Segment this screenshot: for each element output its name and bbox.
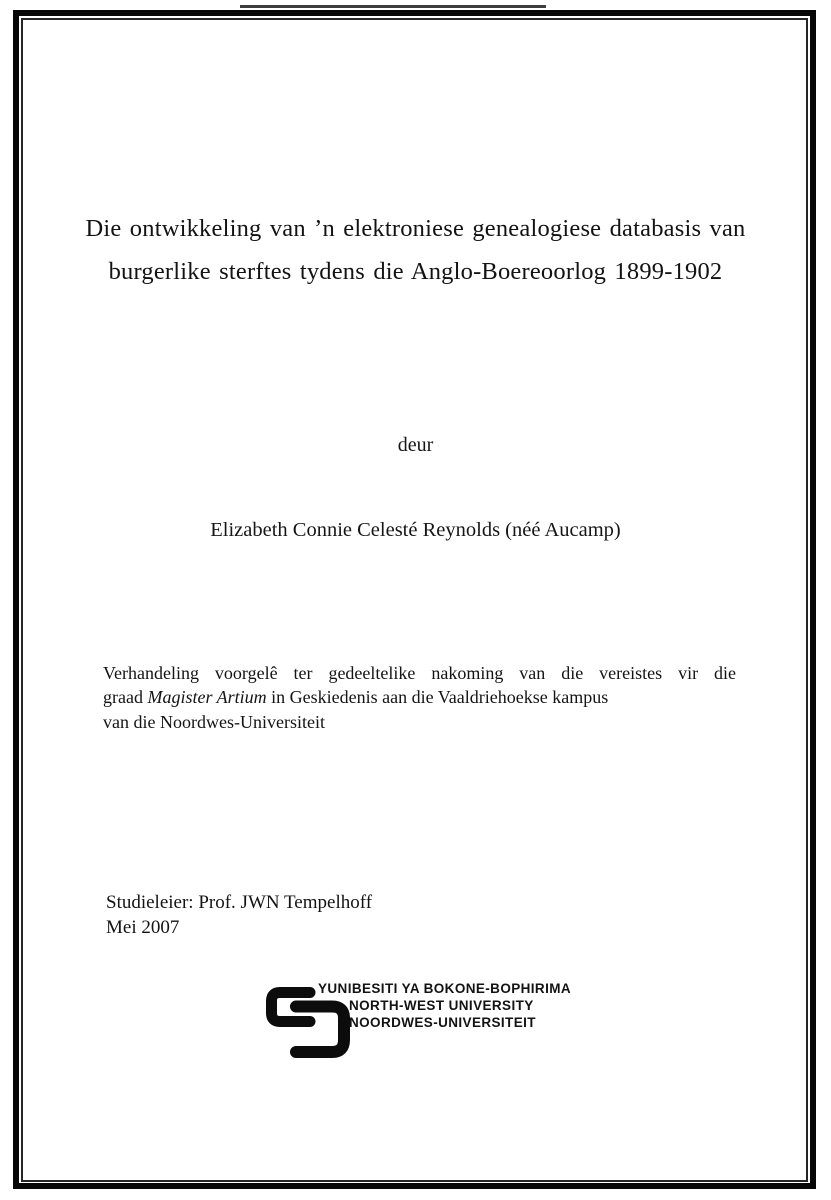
date-line: Mei 2007 (106, 916, 180, 938)
supervisor-line: Studieleier: Prof. JWN Tempelhoff (106, 892, 373, 913)
thesis-title-line-1: Die ontwikkeling van ’n elektroniese genealogiese databasis van (85, 215, 746, 242)
university-name-afrikaans: NOORDWES-UNIVERSITEIT (349, 1015, 536, 1030)
university-wordmark (318, 980, 571, 1031)
thesis-title-line-2: burgerlike sterftes tydens die Anglo-Boereoorlog 1899-1902 (108, 258, 723, 285)
footer-block (106, 891, 372, 940)
submission-statement (103, 661, 736, 734)
thesis-title (0, 207, 831, 293)
submission-line-2-before: graad (103, 687, 148, 708)
submission-line-3: van die Noordwes-Universiteit (103, 711, 325, 732)
submission-line-2-after: in Geskiedenis aan die Vaaldriehoekse kampus (266, 687, 609, 708)
degree-name: Magister Artium (147, 687, 267, 708)
university-name-setswana: YUNIBESITI YA BOKONE-BOPHIRIMA (318, 981, 572, 996)
submission-line-1: Verhandeling voorgelê ter gedeeltelike nakoming van die vereistes vir die (103, 663, 736, 683)
submission-line-2 (103, 685, 736, 709)
scan-artifact-line (240, 5, 546, 8)
byline-preposition: deur (397, 434, 434, 456)
university-name-english: NORTH-WEST UNIVERSITY (349, 998, 534, 1013)
author-name: Elizabeth Connie Celesté Reynolds (néé Aucamp) (210, 519, 621, 541)
